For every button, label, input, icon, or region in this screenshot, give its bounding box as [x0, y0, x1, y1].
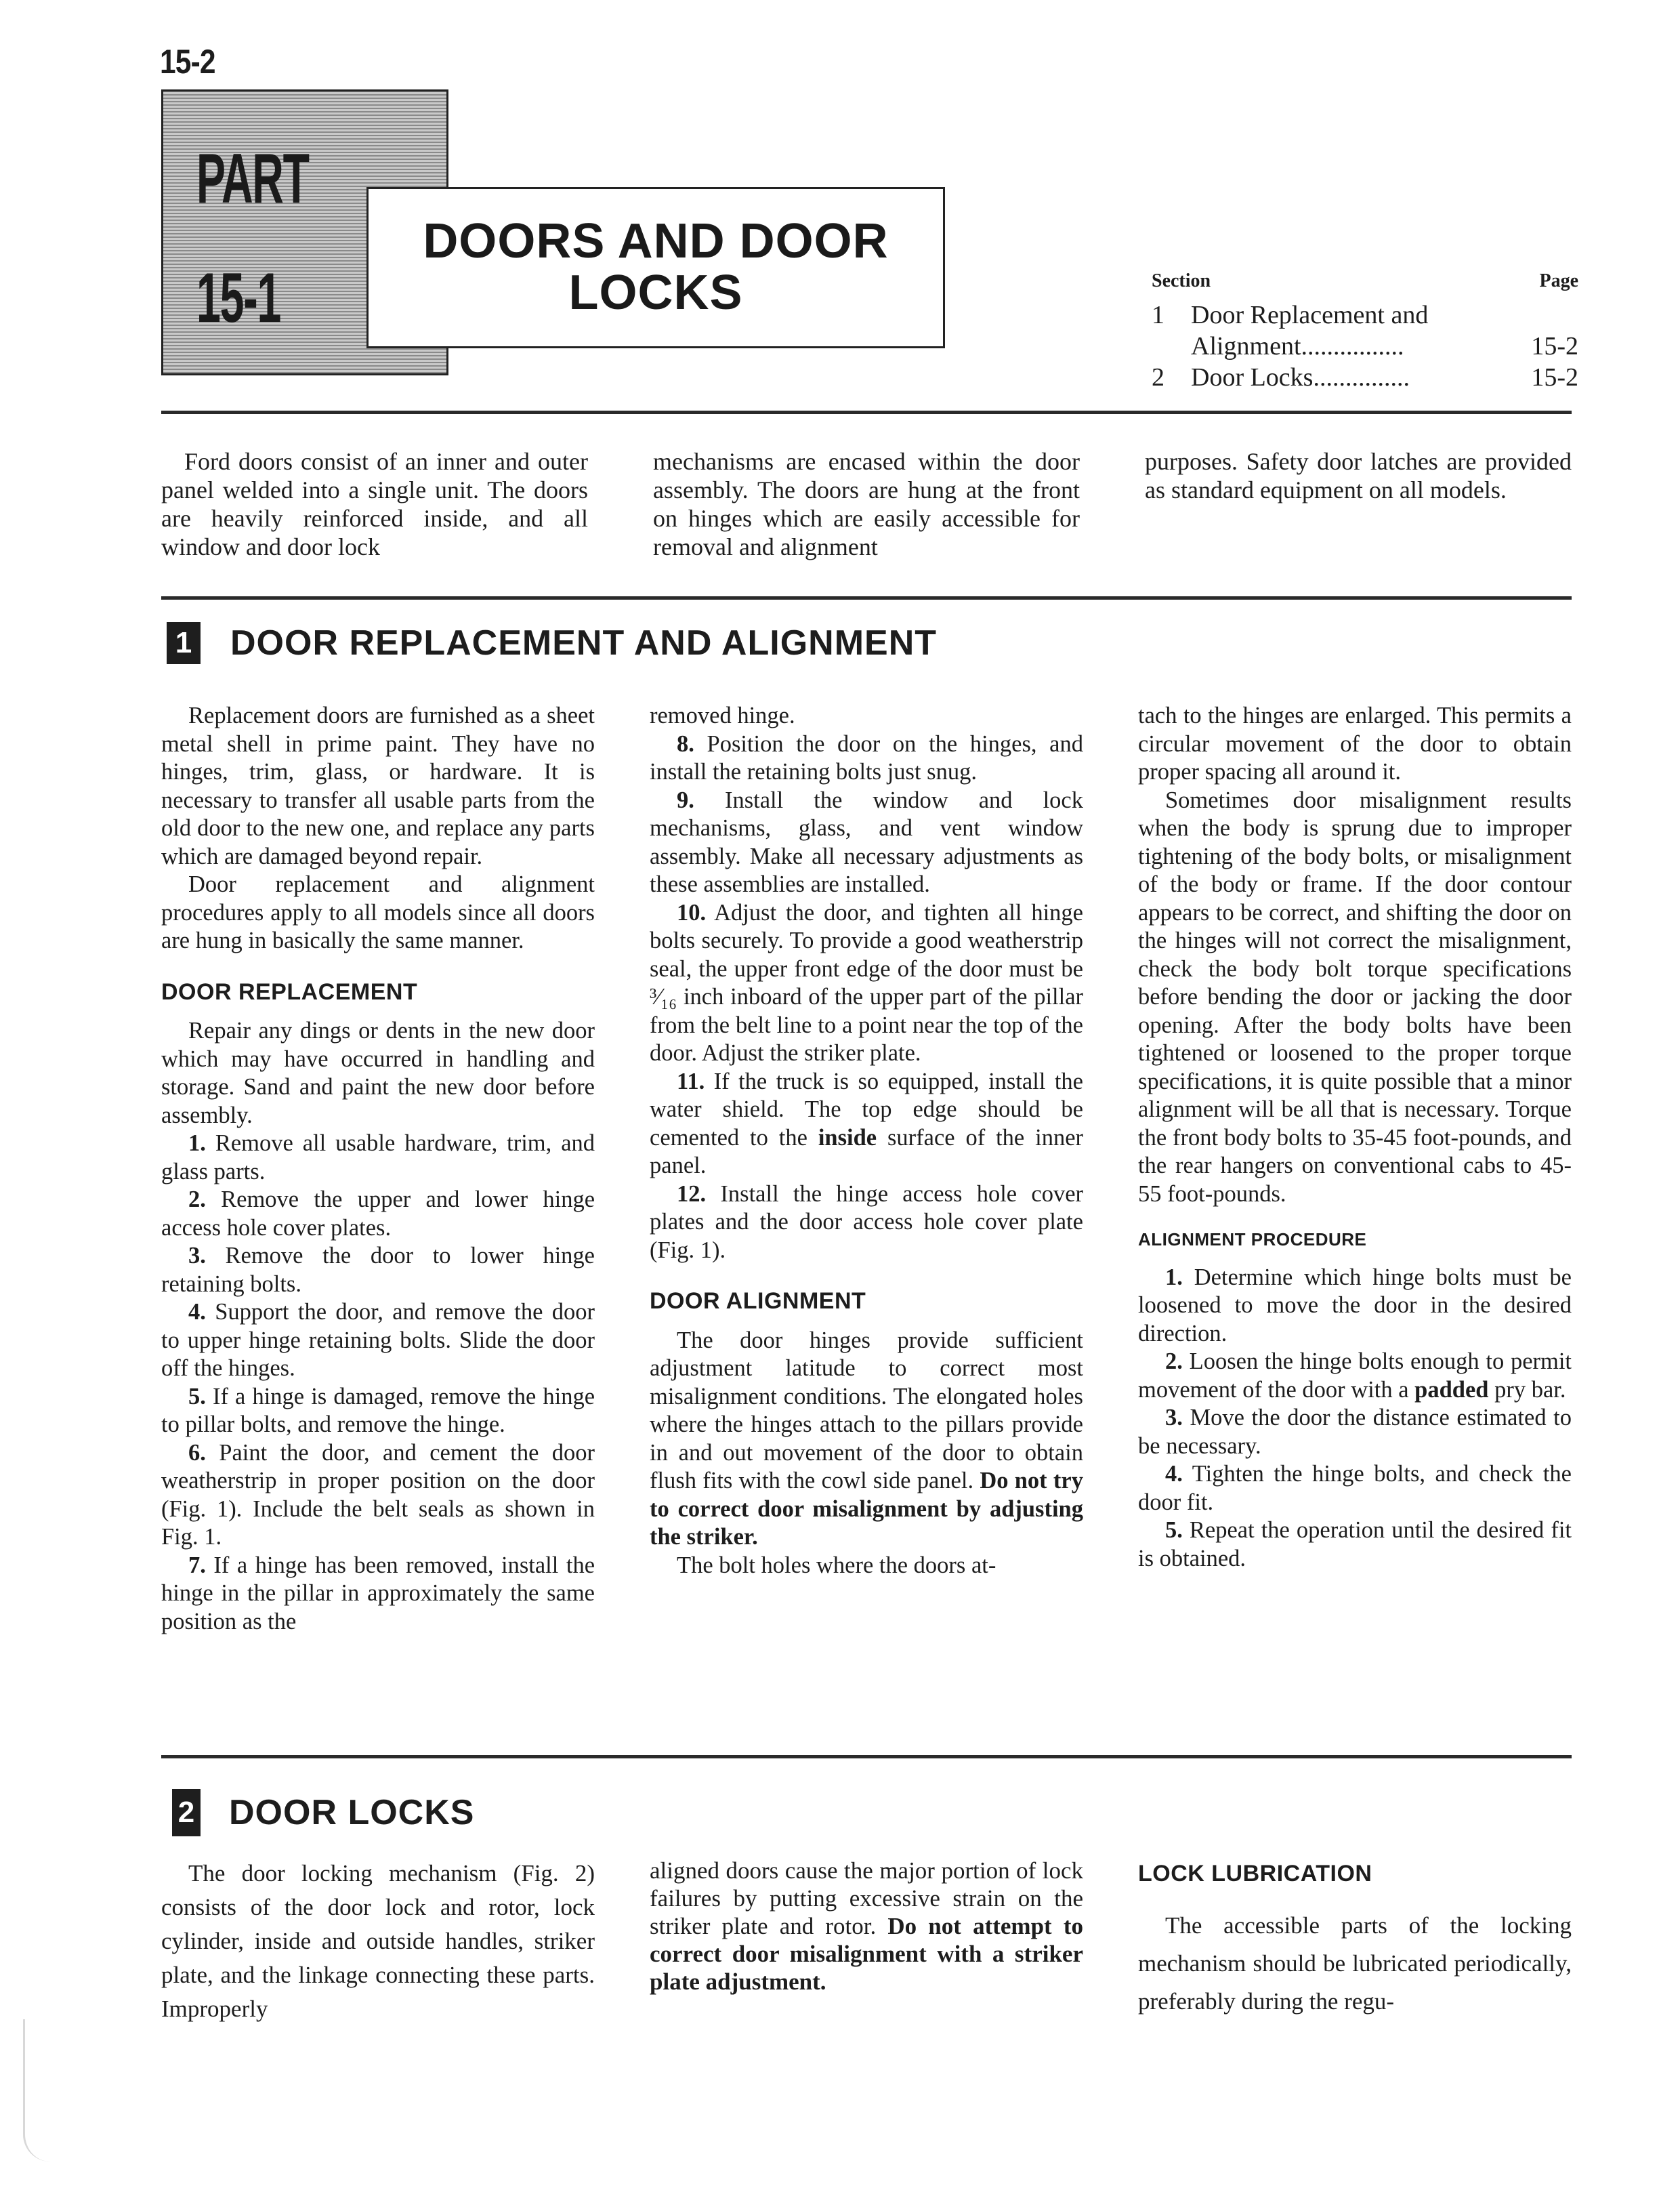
paragraph: Repair any dings or dents in the new door which may have occurred in handling and storage. Sand and paint the new door before assembly. [161, 1018, 595, 1128]
intro-col-3: purposes. Safety door latches are provided as standard equipment on all models. [1145, 448, 1572, 503]
paragraph: Sometimes door misalignment results when the body is sprung due to improper tightening of the body bolts, or misalignment of the body or frame. If the door contour appears to be correct, and shifting the door on the hinges will not correct the misalignment, check the body bolt torque specifications before bending the door or jacking the door opening. After the body bolts have been tightened or loosened to the proper torque specifications, it is quite possible that a minor alignment will be all that is necessary. Torque the front body bolts to 35-45 foot-pounds, and the rear hangers on conventional cabs to 45-55 foot-pounds. [1138, 787, 1572, 1207]
paragraph: removed hinge. [650, 703, 795, 728]
divider [161, 1755, 1572, 1758]
column-2 [650, 702, 1083, 1636]
toc-entry-page: 15-2 [1531, 363, 1578, 392]
page-number: 15-2 [160, 43, 215, 81]
toc-entry-page: 15-2 [1531, 332, 1578, 360]
warning-text: Do not attempt to correct door misalignment with a striker plate adjustment. [650, 1913, 1083, 1995]
toc-entry[interactable] [1152, 362, 1578, 393]
section-number-badge: 2 [172, 1789, 201, 1836]
toc-leader-dots: ................ [1301, 332, 1404, 360]
subheading-alignment-procedure: ALIGNMENT PROCEDURE [1138, 1229, 1367, 1250]
divider [161, 596, 1572, 600]
section-title: DOOR LOCKS [229, 1793, 475, 1832]
step: 12. Install the hinge access hole cover plates and the door access hole cover plate (Fig. 1). [650, 1180, 1083, 1263]
step: 3. Move the door the distance estimated to be necessary. [1138, 1405, 1572, 1459]
step: 1. Determine which hinge bolts must be loosened to move the door in the desired direction. [1138, 1264, 1572, 1346]
part-label: PART [196, 140, 309, 218]
toc-header [1152, 266, 1578, 297]
paragraph: The accessible parts of the locking mechanism should be lubricated periodically, preferably during the regu- [1138, 1912, 1572, 2015]
step: 11. If the truck is so equipped, install the water shield. The top edge should be cemented to the inside surface of the inner panel. [650, 1068, 1084, 1178]
step: 2. Remove the upper and lower hinge access hole cover plates. [161, 1186, 595, 1241]
step: 5. If a hinge is damaged, remove the hinge to pillar bolts, and remove the hinge. [161, 1383, 595, 1437]
subheading-door-alignment: DOOR ALIGNMENT [650, 1288, 866, 1314]
section-title: DOOR REPLACEMENT AND ALIGNMENT [230, 623, 938, 663]
section-1-body [161, 702, 1572, 1636]
table-of-contents [1152, 266, 1578, 393]
toc-entry-number: 2 [1152, 363, 1164, 392]
section-1-heading [167, 622, 937, 664]
paragraph: Door replacement and alignment procedures apply to all models since all doors are hung in basically the same manner. [161, 871, 595, 953]
step: 7. If a hinge has been removed, install the hinge in the pillar in approximately the same position as the [161, 1552, 595, 1634]
paragraph: The door hinges provide sufficient adjustment latitude to correct most misalignment conditions. The elongated holes where the hinges attach to the pillars provide in and out movement of the door to obtain flush fits with the cowl side panel. Do not try to correct door misalignment by adjusting the striker. [650, 1327, 1083, 1550]
toc-entry-title: Door Locks [1191, 363, 1314, 392]
toc-entry-title: Door Replacement and [1191, 301, 1429, 329]
chapter-title-line-1: DOORS AND DOOR [423, 214, 889, 269]
paragraph: The bolt holes where the doors at- [677, 1552, 996, 1578]
intro-text [161, 447, 1572, 561]
step: 10. Adjust the door, and tighten all hinge bolts securely. To provide a good weatherstrip seal, the upper front edge of the door must be ³⁄₁₆ inch inboard of the upper part of the pillar from the belt line to a point near the top of the door. Adjust the striker plate. [650, 899, 1083, 1066]
subheading-door-replacement: DOOR REPLACEMENT [161, 978, 418, 1005]
paragraph: tach to the hinges are enlarged. This permits a circular movement of the door to obtain proper spacing all around it. [1138, 703, 1572, 785]
toc-entry[interactable] [1152, 300, 1578, 362]
divider [161, 411, 1572, 414]
column-1 [161, 1857, 595, 2026]
part-number: 15-1 [196, 259, 281, 337]
column-1 [161, 702, 595, 1636]
paragraph: Replacement doors are furnished as a sheet metal shell in prime paint. They have no hinges, trim, glass, or hardware. It is necessary to transfer all usable parts from the old door to the new one, and replace any parts which are damaged beyond repair. [161, 703, 595, 869]
step: 5. Repeat the operation until the desired fit is obtained. [1138, 1517, 1572, 1571]
chapter-title-box [366, 187, 945, 348]
paragraph: The door locking mechanism (Fig. 2) consists of the door lock and rotor, lock cylinder, inside and outside handles, striker plate, and the linkage connecting these parts. Improperly [161, 1860, 595, 2022]
paragraph: aligned doors cause the major portion of lock failures by putting excessive strain on the striker plate and rotor. [650, 1857, 1083, 1939]
toc-entry-title-cont: Alignment [1191, 332, 1301, 360]
section-2-heading [172, 1789, 474, 1836]
step: 8. Position the door on the hinges, and install the retaining bolts just snug. [650, 730, 1083, 785]
toc-leader-dots: ............... [1313, 363, 1410, 392]
step: 3. Remove the door to lower hinge retaining bolts. [161, 1243, 595, 1297]
chapter-title-line-2: LOCKS [568, 266, 743, 320]
intro-col-1: Ford doors consist of an inner and outer panel welded into a single unit. The doors are heavily reinforced inside, and all window and door lock [161, 448, 588, 560]
page-edge-mark [23, 2019, 54, 2162]
section-number-badge: 1 [167, 622, 201, 664]
column-3 [1138, 1857, 1572, 2026]
step: 1. Remove all usable hardware, trim, and glass parts. [161, 1130, 595, 1184]
step: 4. Tighten the hinge bolts, and check the door fit. [1138, 1461, 1572, 1515]
column-3 [1138, 702, 1572, 1636]
step: 4. Support the door, and remove the door to upper hinge retaining bolts. Slide the door off the hinges. [161, 1299, 595, 1381]
toc-entry-number: 1 [1152, 301, 1164, 329]
column-2 [650, 1857, 1083, 2026]
step: 6. Paint the door, and cement the door weatherstrip in proper position on the door (Fig. 1). Include the belt seals as shown in Fig. 1. [161, 1439, 595, 1550]
toc-section-header: Section [1152, 270, 1211, 291]
section-2-body [161, 1857, 1572, 2026]
step: 2. Loosen the hinge bolts enough to permit movement of the door with a padded pry bar. [1138, 1348, 1572, 1403]
toc-page-header: Page [1539, 270, 1578, 291]
step: 9. Install the window and lock mechanisms, glass, and vent window assembly. Make all necessary adjustments as these assemblies are installed. [650, 787, 1083, 897]
intro-col-2: mechanisms are encased within the door assembly. The doors are hung at the front on hinges which are easily accessible for removal and alignment [653, 448, 1080, 560]
subheading-lock-lubrication: LOCK LUBRICATION [1138, 1861, 1372, 1886]
